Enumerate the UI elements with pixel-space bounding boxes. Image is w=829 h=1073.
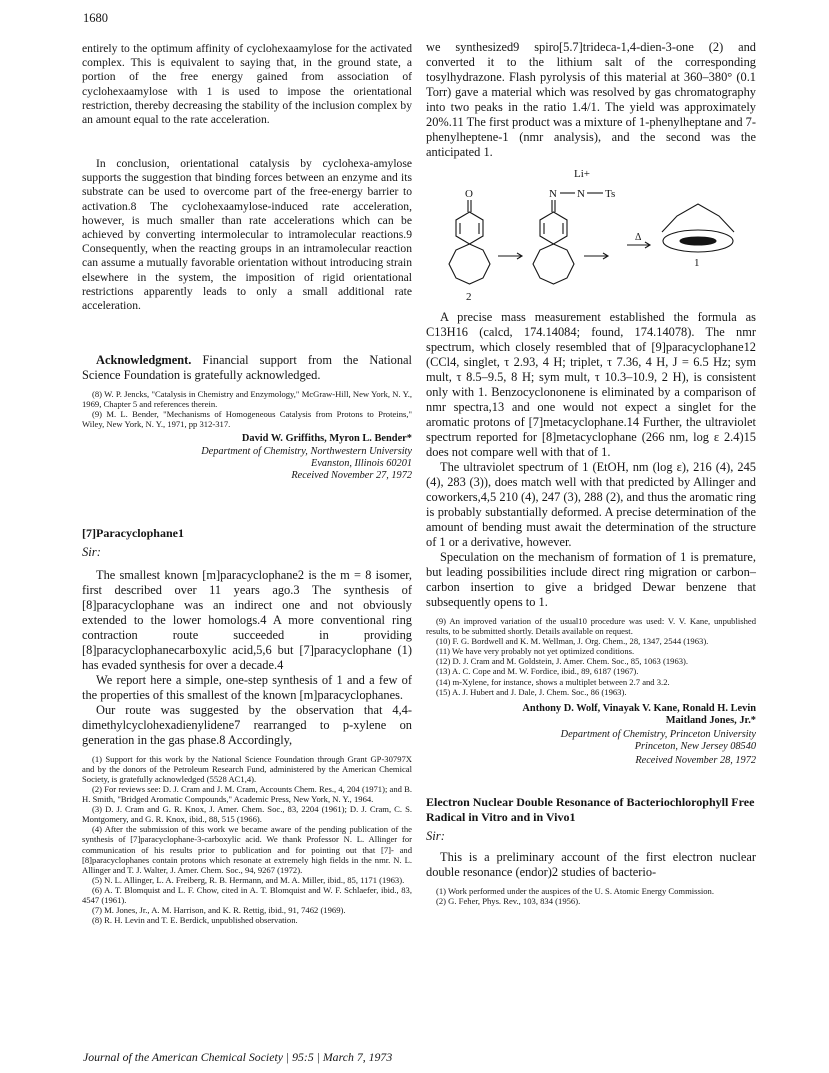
paragraph: Speculation on the mechanism of formation of 1 is premature, but leading possibilities include direct ring migration or carbon–carbon insertion to give a bridged Dewar benzene that subsequently opens to 1. xyxy=(426,550,756,609)
salutation: Sir: xyxy=(426,829,445,844)
compound-label-1: 1 xyxy=(694,257,700,269)
journal-footer: Journal of the American Chemical Society | 95:5 | March 7, 1973 xyxy=(83,1050,393,1064)
footnote: (8) R. H. Levin and T. E. Berdick, unpublished observation. xyxy=(92,915,298,926)
footnote: (14) m-Xylene, for instance, shows a multiplet between 2.7 and 3.2. xyxy=(436,676,670,687)
right-column xyxy=(426,40,756,907)
oxygen-atom: O xyxy=(465,188,473,200)
footnote: (7) M. Jones, Jr., A. M. Harrison, and K. R. Rettig, ibid., 91, 7462 (1969). xyxy=(92,905,346,916)
article-title: [7]Paracyclophane1 xyxy=(82,525,184,540)
footnotes xyxy=(82,754,412,926)
footnote: (1) Support for this work by the National Science Foundation through Grant GP-30797X and by the donors of the Petroleum Research Fund, administered by the American Chemical Society, is gratefully acknowledged (5528 AC1,4). xyxy=(82,753,412,784)
affiliation: Evanston, Illinois 60201 xyxy=(311,457,412,469)
authors: Maitland Jones, Jr.* xyxy=(665,715,756,727)
paragraph: we synthesized9 spiro[5.7]trideca-1,4-dien-3-one (2) and converted it to the lithium salt of the corresponding tosylhydrazone. Flash pyrolysis of this material at 360–380° (0.1 Torr) gave a material which was resolved by gas chromatography into two peaks in the ratio 1.4/1. The yield was approximately 20%.11 The first product was a mixture of 1-phenylheptane and 7-phenylheptene-1 (nmr analysis), and the second was the anticipated 1. xyxy=(426,40,756,159)
tosyl-group: Ts xyxy=(605,188,616,200)
footnote: (12) D. J. Cram and M. Goldstein, J. Amer. Chem. Soc., 85, 1063 (1963). xyxy=(436,656,689,667)
footnote: (9) M. L. Bender, "Mechanisms of Homogeneous Catalysis from Protons to Proteins," Wiley, New York, N. Y., 1971, pp 312-317. xyxy=(82,409,412,430)
paragraph: entirely to the optimum affinity of cyclohexaamylose for the activated complex. This is equivalent to saying that, in the ground state, a portion of the free energy gained from association of cyclohexaamylose with 1 is used to impose the orientational restriction, thereby decreasing the stability of the inclusion complex by an amount equal to the rate acceleration. xyxy=(82,42,412,127)
heptamethylene-bridge xyxy=(662,204,734,232)
reaction-scheme xyxy=(426,164,756,304)
footnote: (1) Work performed under the auspices of the U. S. Atomic Energy Commission. xyxy=(436,886,714,897)
footnote: (11) We have very probably not yet optimized conditions. xyxy=(436,646,635,657)
footnote: (6) A. T. Blomquist and L. F. Chow, cited in A. T. Blomquist and W. F. Schlaefer, ibid., 83, 4547 (1961). xyxy=(82,884,412,905)
footnote: (5) N. L. Allinger, L. A. Freiberg, R. B. Hermann, and M. A. Miller, ibid., 85, 1171 (1963). xyxy=(92,874,405,885)
footnote: (2) G. Feher, Phys. Rev., 103, 834 (1956). xyxy=(436,896,581,907)
heat-symbol: Δ xyxy=(635,232,642,243)
paragraph: The smallest known [m]paracyclophane2 is the m = 8 isomer, first described over 11 years ago.3 The synthesis of [8]paracyclophane was an indirect one and not obviously extended to the lower homologs.4 A more conventional ring contraction route succeeded in providing [8]paracyclophanecarboxylic acid,5,6 but [7]paracyclophane (1) has evaded synthesis for over a decade.4 xyxy=(82,567,412,672)
footnote: (3) D. J. Cram and G. R. Knox, J. Amer. Chem. Soc., 83, 2204 (1961); D. J. Cram, C. S. Montgomery, and G. R. Knox, ibid., 88, 515 (1966). xyxy=(82,804,412,825)
page-number: 1680 xyxy=(83,11,108,25)
acknowledgment xyxy=(82,353,412,385)
footnote: (2) For reviews see: D. J. Cram and J. M. Cram, Accounts Chem. Res., 4, 204 (1971); and B. H. Smith, "Bridged Aromatic Compounds," Academic Press, New York, N. Y., 1964. xyxy=(82,783,412,805)
received-date: Received November 27, 1972 xyxy=(291,469,412,481)
paragraph: We report here a simple, one-step synthesis of 1 and a few of the properties of this smallest of the known [m]paracyclophanes. xyxy=(82,672,412,702)
lithium-ion: Li+ xyxy=(574,168,590,180)
nitrogen-atom: N xyxy=(577,188,585,200)
aromatic-circle xyxy=(680,237,716,245)
authors: David W. Griffiths, Myron L. Bender* xyxy=(241,433,412,445)
paragraph: The ultraviolet spectrum of 1 (EtOH, nm (log ε), 216 (4), 245 (4), 283 (3)), does match well with that predicted by Allinger and coworkers,4,5 210 (4), 247 (3), 288 (2), and thus the aromatic ring is probably substantially deformed. A precise determination of the amount of bending must await the determination of the structure of 1 or a derivative, however. xyxy=(426,460,756,549)
left-column xyxy=(82,40,412,925)
paragraph: In conclusion, orientational catalysis by cyclohexa-amylose supports the suggestion that binding forces between an enzyme and its substrate can be used to overcome part of the free-energy barrier to activation.8 The cyclohexaamylose-induced rate acceleration, however, is much smaller than rate accelerations which can be achieved by converting intermolecular to intramolecular reactions.9 Consequently, when the reacting groups in an intramolecular reaction can assume a mutually favorable orientation without introducing strain elsewhere in the system, the imposition of rigid orientational restrictions apparently leads to only a small additional rate acceleration. xyxy=(82,157,412,313)
compound-label-2: 2 xyxy=(466,291,472,303)
affiliation: Princeton, New Jersey 08540 xyxy=(634,741,756,753)
nitrogen-atom: N xyxy=(549,188,557,200)
acknowledgment-text: Financial support from the National Science Foundation is gratefully acknowledged. xyxy=(82,353,412,382)
cyclooctane-ring xyxy=(533,244,574,284)
affiliation: Department of Chemistry, Northwestern University xyxy=(201,445,412,457)
paragraph: This is a preliminary account of the first electron nuclear double resonance (endor)2 studies of bacterio- xyxy=(426,850,756,880)
footnotes xyxy=(426,886,756,906)
footnote: (4) After the submission of this work we became aware of the pending publication of the synthesis of [7]paracyclophane-3-carboxylic acid. We thank Professor N. L. Allinger for communication of his results prior to publication and for pointing out that [7]- and [8]paracyclophanes contain protons which resonate at extremely high fields in the nmr. N. L. Allinger and T. J. Walter, J. Amer. Chem. Soc., 94, 9267 (1972). xyxy=(82,824,412,875)
received-date: Received November 28, 1972 xyxy=(635,755,756,767)
footnotes xyxy=(426,616,756,697)
affiliation: Department of Chemistry, Princeton University xyxy=(560,729,756,741)
footnote: (15) A. J. Hubert and J. Dale, J. Chem. Soc., 86 (1963). xyxy=(436,686,627,697)
footnote: (10) F. G. Bordwell and K. M. Wellman, J. Org. Chem., 28, 1347, 2544 (1963). xyxy=(436,636,709,647)
paragraph: Our route was suggested by the observation that 4,4-dimethylcyclohexadienylidene7 rearranged to p-xylene on generation in the gas phase.8 Accordingly, xyxy=(82,702,412,747)
paragraph: A precise mass measurement established the formula as C13H16 (calcd, 174.14084; found, 174.14078). The nmr spectrum, which closely resembled that of [9]paracyclophane12 (CCl4, singlet, τ 2.93, 4 H; triplet, τ 7.36, 4 H, J = 6.5 Hz; sym mult, τ 8.5–9.5, 8 H; sym mult, τ 10.3–10.9, 2 H), is consistent only with 1. Benzocyclononene is eliminated by a comparison of nmr spectra,13 and one would not expect a singlet for the aromatic protons of [7]metacyclophane.14 Further, the ultraviolet spectrum reported for [8]metacyclophane (266 nm, log ε 2.4)15 does not compare well with that of 1. xyxy=(426,310,756,459)
footnote: (13) A. C. Cope and M. W. Fordice, ibid., 89, 6187 (1967). xyxy=(436,666,639,677)
acknowledgment-label: Acknowledgment. xyxy=(96,353,192,367)
cyclooctane-ring xyxy=(449,244,490,284)
footnote: (9) An improved variation of the usual10 procedure was used: V. V. Kane, unpublished results, to be submitted shortly. Details available on request. xyxy=(426,616,756,637)
authors: Anthony D. Wolf, Vinayak V. Kane, Ronald H. Levin xyxy=(522,702,756,714)
article-title: Electron Nuclear Double Resonance of Bacteriochlorophyll Free Radical in Vitro and in Vivo1 xyxy=(426,795,755,825)
footnote: (8) W. P. Jencks, "Catalysis in Chemistry and Enzymology," McGraw-Hill, New York, N. Y., 1969, Chapter 5 and references therein. xyxy=(82,389,412,410)
salutation: Sir: xyxy=(82,544,101,559)
